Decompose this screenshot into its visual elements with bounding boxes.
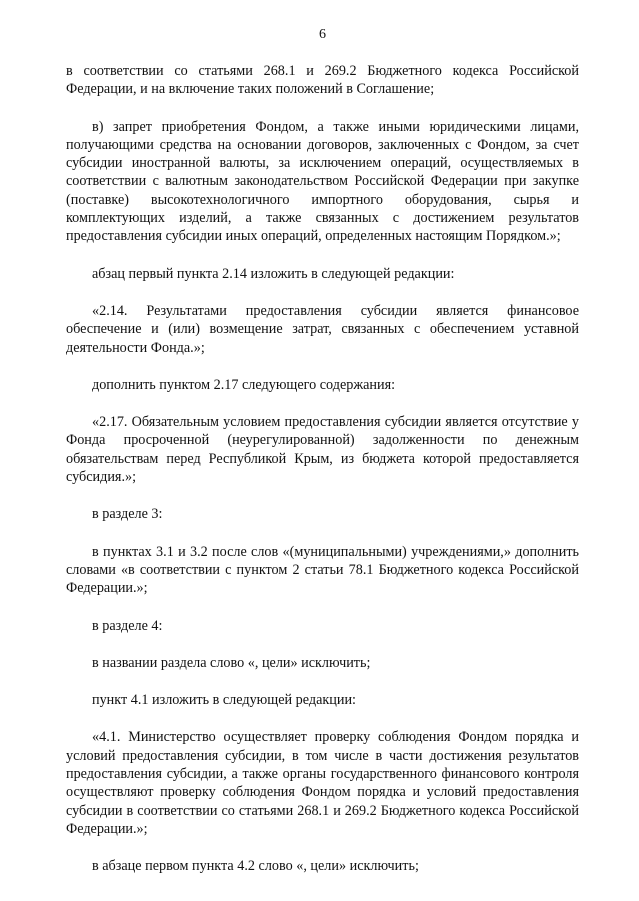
- paragraph-item-4-2: в абзаце первом пункта 4.2 слово «, цели» исключить;: [92, 858, 419, 875]
- paragraph-instruction-4-1: пункт 4.1 изложить в следующей редакции:: [92, 692, 356, 709]
- paragraph-instruction-2-14: абзац первый пункта 2.14 изложить в следующей редакции:: [92, 265, 455, 282]
- paragraph-item-v: в) запрет приобретения Фондом, а также иными юридическими лицами, получающими средства на основании договоров, заключенных с Фондом, за счет субсидии иностранной валюты, за исключением операций, осуществляемых в соответствии с валютным законодательством Российской Федерации при закупке (поставке) высокотехнологичного импортного оборудования, сырья и комплектующих изделий, а также связанных с достижением результатов предоставления субсидии иных операций, определенных настоящим Порядком.»;: [66, 118, 579, 245]
- paragraph-section-4: в разделе 4:: [92, 617, 163, 634]
- paragraph-section-3: в разделе 3:: [92, 506, 163, 523]
- paragraph-items-3-1-3-2: в пунктах 3.1 и 3.2 после слов «(муниципальными) учреждениями,» дополнить словами «в соответствии с пунктом 2 статьи 78.1 Бюджетного кодекса Российской Федерации.»;: [66, 543, 579, 597]
- paragraph-clause-4-1: «4.1. Министерство осуществляет проверку соблюдения Фондом порядка и условий предоставления субсидии, в том числе в части достижения результатов предоставления субсидии, а также органы государственного финансового контроля осуществляют проверку соблюдения Фондом порядка и условий предоставления субсидии в соответствии со статьями 268.1 и 269.2 Бюджетного кодекса Российской Федерации.»;: [66, 729, 579, 837]
- paragraph-clause-2-14: «2.14. Результатами предоставления субсидии является финансовое обеспечение и (или) возмещение затрат, связанных с обеспечением уставной деятельности Фонда.»;: [66, 302, 579, 356]
- paragraph-instruction-2-17: дополнить пунктом 2.17 следующего содержания:: [92, 376, 396, 393]
- page-number: 6: [319, 27, 326, 42]
- paragraph-continuation: в соответствии со статьями 268.1 и 269.2 Бюджетного кодекса Российской Федерации, и на включение таких положений в Соглашение;: [66, 63, 579, 98]
- paragraph-section-title-change: в названии раздела слово «, цели» исключить;: [92, 654, 371, 671]
- paragraph-clause-2-17: «2.17. Обязательным условием предоставления субсидии является отсутствие у Фонда просроченной (неурегулированной) задолженности по денежным обязательствам перед Республикой Крым, из бюджета которой предоставляется субсидия.»;: [66, 414, 579, 486]
